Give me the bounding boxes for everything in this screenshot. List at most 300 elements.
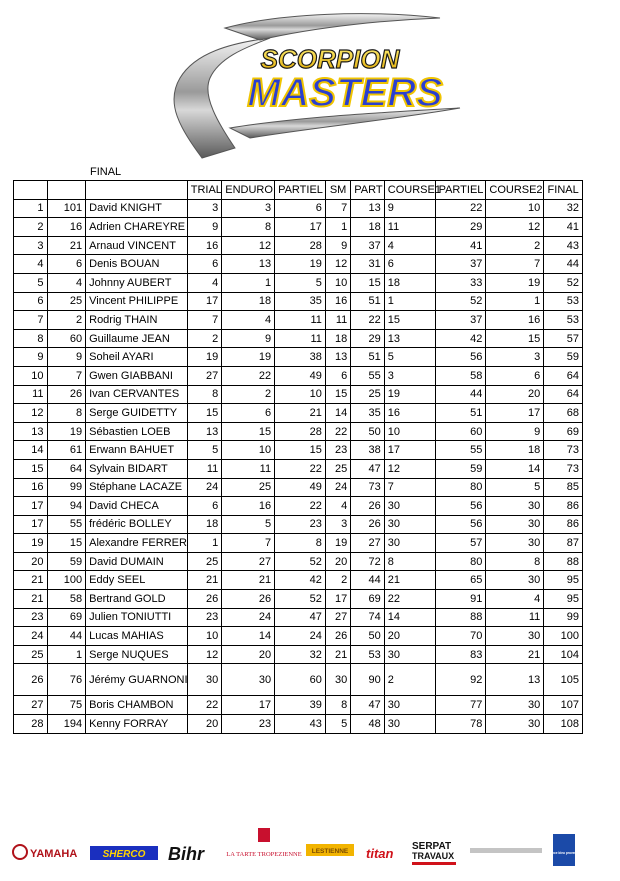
lestienne-logo xyxy=(306,844,354,856)
table-cell: 5 xyxy=(325,715,350,734)
table-row xyxy=(14,292,583,311)
table-row xyxy=(14,497,583,516)
table-cell: 15 xyxy=(222,422,275,441)
table-cell: 48 xyxy=(351,715,385,734)
table-cell: 43 xyxy=(544,236,583,255)
table-cell: 23 xyxy=(275,515,326,534)
table-cell: 4 xyxy=(325,497,350,516)
table-cell: 8 xyxy=(384,552,435,571)
table-cell: 22 xyxy=(275,459,326,478)
table-cell: 30 xyxy=(486,715,544,734)
table-cell: 1 xyxy=(486,292,544,311)
table-row xyxy=(14,627,583,646)
table-cell: 101 xyxy=(47,199,86,218)
table-cell: 59 xyxy=(47,552,86,571)
table-cell: 27 xyxy=(351,534,385,553)
table-cell: 75 xyxy=(47,696,86,715)
rider-name-cell: frédéric BOLLEY xyxy=(86,515,188,534)
table-cell: 6 xyxy=(47,255,86,274)
table-cell: 17 xyxy=(384,441,435,460)
table-cell: 80 xyxy=(435,552,486,571)
table-cell: 105 xyxy=(544,664,583,696)
table-cell: 26 xyxy=(14,664,48,696)
table-cell: 3 xyxy=(384,366,435,385)
table-cell: 42 xyxy=(435,329,486,348)
table-cell: 6 xyxy=(384,255,435,274)
table-cell: 20 xyxy=(384,627,435,646)
table-cell: 19 xyxy=(486,273,544,292)
table-cell: 69 xyxy=(47,608,86,627)
rider-name-cell: Denis BOUAN xyxy=(86,255,188,274)
table-cell: 16 xyxy=(486,311,544,330)
table-cell: 3 xyxy=(14,236,48,255)
table-cell: 65 xyxy=(435,571,486,590)
rider-name-cell: Sébastien LOEB xyxy=(86,422,188,441)
table-cell: 43 xyxy=(275,715,326,734)
rider-name-cell: Johnny AUBERT xyxy=(86,273,188,292)
table-cell: 55 xyxy=(47,515,86,534)
table-cell: 94 xyxy=(47,497,86,516)
table-cell: 59 xyxy=(544,348,583,367)
table-cell: 30 xyxy=(486,515,544,534)
table-cell: 88 xyxy=(435,608,486,627)
table-cell: 11 xyxy=(384,218,435,237)
table-cell: 13 xyxy=(14,422,48,441)
table-cell: 30 xyxy=(384,515,435,534)
rider-name-cell: Bertrand GOLD xyxy=(86,590,188,609)
table-cell: 20 xyxy=(486,385,544,404)
table-cell: 69 xyxy=(544,422,583,441)
table-cell: 60 xyxy=(435,422,486,441)
table-cell: 77 xyxy=(435,696,486,715)
table-cell: 53 xyxy=(351,645,385,664)
table-cell: 18 xyxy=(486,441,544,460)
table-cell: 24 xyxy=(275,627,326,646)
table-cell: 51 xyxy=(435,404,486,423)
table-cell: 21 xyxy=(47,236,86,255)
table-cell: 58 xyxy=(47,590,86,609)
rider-name-cell: Eddy SEEL xyxy=(86,571,188,590)
table-cell: 11 xyxy=(187,459,222,478)
column-header xyxy=(47,181,86,200)
svg-text:TRAVAUX: TRAVAUX xyxy=(412,851,455,861)
table-cell: 61 xyxy=(47,441,86,460)
table-cell: 104 xyxy=(544,645,583,664)
table-cell: 26 xyxy=(47,385,86,404)
table-cell: 21 xyxy=(187,571,222,590)
table-cell: 47 xyxy=(351,696,385,715)
table-cell: 1 xyxy=(47,645,86,664)
table-cell: 90 xyxy=(351,664,385,696)
table-cell: 23 xyxy=(14,608,48,627)
table-cell: 35 xyxy=(275,292,326,311)
rider-name-cell: David KNIGHT xyxy=(86,199,188,218)
table-cell: 73 xyxy=(544,459,583,478)
table-cell: 30 xyxy=(187,664,222,696)
table-cell: 21 xyxy=(486,645,544,664)
table-cell: 47 xyxy=(351,459,385,478)
table-cell: 25 xyxy=(14,645,48,664)
table-cell: 23 xyxy=(325,441,350,460)
table-cell: 52 xyxy=(275,590,326,609)
table-cell: 22 xyxy=(222,366,275,385)
table-cell: 10 xyxy=(486,199,544,218)
table-cell: 22 xyxy=(187,696,222,715)
table-cell: 15 xyxy=(384,311,435,330)
table-row xyxy=(14,571,583,590)
table-cell: 5 xyxy=(14,273,48,292)
table-cell: 95 xyxy=(544,590,583,609)
yamaha-logo xyxy=(13,845,77,860)
table-row xyxy=(14,664,583,696)
column-header xyxy=(14,181,48,200)
table-row xyxy=(14,404,583,423)
table-cell: 7 xyxy=(222,534,275,553)
table-cell: 15 xyxy=(187,404,222,423)
serpat-travaux-logo xyxy=(412,841,456,865)
table-cell: 19 xyxy=(187,348,222,367)
table-cell: 50 xyxy=(351,422,385,441)
table-cell: 56 xyxy=(435,515,486,534)
table-row xyxy=(14,311,583,330)
table-cell: 2 xyxy=(486,236,544,255)
table-cell: 9 xyxy=(325,236,350,255)
table-cell: 19 xyxy=(14,534,48,553)
table-cell: 14 xyxy=(325,404,350,423)
table-cell: 23 xyxy=(222,715,275,734)
table-cell: 31 xyxy=(351,255,385,274)
table-row xyxy=(14,273,583,292)
table-cell: 10 xyxy=(325,273,350,292)
table-cell: 80 xyxy=(435,478,486,497)
table-cell: 10 xyxy=(187,627,222,646)
table-cell: 44 xyxy=(544,255,583,274)
table-cell: 17 xyxy=(275,218,326,237)
titan-logo: titan xyxy=(366,846,394,861)
rider-name-cell: Serge NUQUES xyxy=(86,645,188,664)
table-cell: 28 xyxy=(275,422,326,441)
table-cell: 3 xyxy=(486,348,544,367)
table-cell: 47 xyxy=(275,608,326,627)
table-cell: 13 xyxy=(325,348,350,367)
table-cell: 10 xyxy=(14,366,48,385)
table-cell: 1 xyxy=(187,534,222,553)
table-cell: 11 xyxy=(486,608,544,627)
table-cell: 10 xyxy=(222,441,275,460)
table-row xyxy=(14,255,583,274)
results-table xyxy=(13,180,583,734)
table-cell: 13 xyxy=(187,422,222,441)
table-cell: 51 xyxy=(351,292,385,311)
table-cell: 8 xyxy=(325,696,350,715)
table-cell: 5 xyxy=(486,478,544,497)
table-row xyxy=(14,515,583,534)
rider-name-cell: Guillaume JEAN xyxy=(86,329,188,348)
table-cell: 1 xyxy=(325,218,350,237)
table-cell: 55 xyxy=(351,366,385,385)
table-cell: 88 xyxy=(544,552,583,571)
table-cell: 24 xyxy=(325,478,350,497)
table-cell: 18 xyxy=(351,218,385,237)
table-cell: 20 xyxy=(14,552,48,571)
sherco-logo xyxy=(90,846,158,860)
table-cell: 69 xyxy=(351,590,385,609)
table-cell: 5 xyxy=(384,348,435,367)
table-cell: 26 xyxy=(325,627,350,646)
bihr-logo: Bihr xyxy=(168,844,204,864)
table-cell: 57 xyxy=(544,329,583,348)
table-cell: 30 xyxy=(486,534,544,553)
table-cell: 15 xyxy=(351,273,385,292)
tarte-tropezienne-logo xyxy=(226,828,301,858)
table-row xyxy=(14,459,583,478)
table-cell: 32 xyxy=(544,199,583,218)
rider-name-cell: Soheil AYARI xyxy=(86,348,188,367)
logo-line1: SCORPION xyxy=(260,44,400,74)
table-cell: 2 xyxy=(222,385,275,404)
scorpion-masters-logo xyxy=(140,8,480,158)
table-cell: 72 xyxy=(351,552,385,571)
table-cell: 22 xyxy=(275,497,326,516)
rider-name-cell: Vincent PHILIPPE xyxy=(86,292,188,311)
table-cell: 16 xyxy=(14,478,48,497)
table-cell: 6 xyxy=(14,292,48,311)
table-cell: 108 xyxy=(544,715,583,734)
table-cell: 7 xyxy=(47,366,86,385)
table-cell: 1 xyxy=(14,199,48,218)
table-cell: 107 xyxy=(544,696,583,715)
table-cell: 37 xyxy=(351,236,385,255)
table-cell: 17 xyxy=(14,497,48,516)
table-cell: 18 xyxy=(384,273,435,292)
table-cell: 39 xyxy=(275,696,326,715)
rider-name-cell: Arnaud VINCENT xyxy=(86,236,188,255)
table-cell: 15 xyxy=(275,441,326,460)
table-row xyxy=(14,422,583,441)
table-cell: 2 xyxy=(14,218,48,237)
table-cell: 29 xyxy=(351,329,385,348)
table-cell: 83 xyxy=(435,645,486,664)
rider-name-cell: David DUMAIN xyxy=(86,552,188,571)
table-cell: 4 xyxy=(384,236,435,255)
table-cell: 51 xyxy=(351,348,385,367)
table-cell: 70 xyxy=(435,627,486,646)
table-cell: 4 xyxy=(486,590,544,609)
table-cell: 17 xyxy=(222,696,275,715)
table-cell: 9 xyxy=(384,199,435,218)
table-cell: 86 xyxy=(544,497,583,516)
svg-text:SHERCO: SHERCO xyxy=(102,849,146,860)
table-cell: 11 xyxy=(222,459,275,478)
table-cell: 6 xyxy=(222,404,275,423)
table-cell: 44 xyxy=(435,385,486,404)
table-cell: 30 xyxy=(384,696,435,715)
table-cell: 6 xyxy=(275,199,326,218)
table-cell: 15 xyxy=(14,459,48,478)
column-header: COURSE2 xyxy=(486,181,544,200)
table-cell: 30 xyxy=(486,627,544,646)
table-cell: 52 xyxy=(435,292,486,311)
table-cell: 53 xyxy=(544,311,583,330)
table-cell: 13 xyxy=(351,199,385,218)
table-cell: 19 xyxy=(325,534,350,553)
table-cell: 49 xyxy=(275,478,326,497)
table-cell: 5 xyxy=(222,515,275,534)
table-row xyxy=(14,715,583,734)
table-cell: 16 xyxy=(384,404,435,423)
table-cell: 44 xyxy=(47,627,86,646)
table-cell: 74 xyxy=(351,608,385,627)
table-cell: 30 xyxy=(486,497,544,516)
table-cell: 60 xyxy=(47,329,86,348)
small-sponsor-logo xyxy=(470,848,542,853)
column-header: SM xyxy=(325,181,350,200)
table-cell: 30 xyxy=(384,534,435,553)
table-cell: 14 xyxy=(384,608,435,627)
table-cell: 16 xyxy=(325,292,350,311)
table-cell: 6 xyxy=(325,366,350,385)
table-cell: 38 xyxy=(351,441,385,460)
table-cell: 27 xyxy=(187,366,222,385)
table-cell: 44 xyxy=(351,571,385,590)
table-cell: 99 xyxy=(47,478,86,497)
table-row xyxy=(14,608,583,627)
table-cell: 14 xyxy=(486,459,544,478)
table-cell: 49 xyxy=(275,366,326,385)
svg-text:france bleu provence: france bleu provence xyxy=(547,851,581,855)
column-header: FINAL xyxy=(544,181,583,200)
table-cell: 30 xyxy=(486,571,544,590)
rider-name-cell: Erwann BAHUET xyxy=(86,441,188,460)
table-cell: 4 xyxy=(222,311,275,330)
table-cell: 26 xyxy=(222,590,275,609)
table-cell: 7 xyxy=(384,478,435,497)
table-cell: 30 xyxy=(486,696,544,715)
table-cell: 38 xyxy=(275,348,326,367)
table-cell: 4 xyxy=(187,273,222,292)
table-cell: 41 xyxy=(544,218,583,237)
table-cell: 6 xyxy=(486,366,544,385)
table-cell: 13 xyxy=(486,664,544,696)
table-cell: 21 xyxy=(384,571,435,590)
table-cell: 33 xyxy=(435,273,486,292)
table-cell: 87 xyxy=(544,534,583,553)
table-row xyxy=(14,329,583,348)
table-cell: 7 xyxy=(187,311,222,330)
table-cell: 21 xyxy=(325,645,350,664)
table-cell: 95 xyxy=(544,571,583,590)
table-cell: 86 xyxy=(544,515,583,534)
table-cell: 12 xyxy=(325,255,350,274)
column-header: TRIAL xyxy=(187,181,222,200)
table-cell: 3 xyxy=(325,515,350,534)
table-cell: 16 xyxy=(47,218,86,237)
table-row xyxy=(14,696,583,715)
rider-name-cell: Boris CHAMBON xyxy=(86,696,188,715)
table-cell: 3 xyxy=(222,199,275,218)
table-cell: 68 xyxy=(544,404,583,423)
sponsor-bar xyxy=(0,826,620,876)
table-cell: 30 xyxy=(384,497,435,516)
table-row xyxy=(14,199,583,218)
table-cell: 28 xyxy=(275,236,326,255)
table-cell: 53 xyxy=(544,292,583,311)
table-cell: 19 xyxy=(222,348,275,367)
table-cell: 92 xyxy=(435,664,486,696)
table-cell: 58 xyxy=(435,366,486,385)
section-label: FINAL xyxy=(90,166,122,178)
table-cell: 91 xyxy=(435,590,486,609)
table-cell: 8 xyxy=(47,404,86,423)
table-cell: 11 xyxy=(14,385,48,404)
table-cell: 30 xyxy=(325,664,350,696)
table-cell: 26 xyxy=(351,515,385,534)
table-cell: 25 xyxy=(222,478,275,497)
table-cell: 64 xyxy=(47,459,86,478)
table-cell: 194 xyxy=(47,715,86,734)
table-cell: 22 xyxy=(351,311,385,330)
table-cell: 9 xyxy=(47,348,86,367)
table-cell: 17 xyxy=(187,292,222,311)
table-row xyxy=(14,590,583,609)
table-cell: 73 xyxy=(544,441,583,460)
table-cell: 12 xyxy=(384,459,435,478)
table-cell: 4 xyxy=(14,255,48,274)
table-row xyxy=(14,534,583,553)
table-cell: 64 xyxy=(544,366,583,385)
table-cell: 30 xyxy=(384,715,435,734)
svg-text:YAMAHA: YAMAHA xyxy=(30,848,78,860)
rider-name-cell: Gwen GIABBANI xyxy=(86,366,188,385)
table-row xyxy=(14,348,583,367)
table-cell: 2 xyxy=(187,329,222,348)
table-cell: 15 xyxy=(325,385,350,404)
table-cell: 20 xyxy=(325,552,350,571)
table-cell: 27 xyxy=(325,608,350,627)
table-cell: 16 xyxy=(187,236,222,255)
table-cell: 26 xyxy=(351,497,385,516)
rider-name-cell: Kenny FORRAY xyxy=(86,715,188,734)
table-cell: 27 xyxy=(222,552,275,571)
rider-name-cell: Julien TONIUTTI xyxy=(86,608,188,627)
table-row xyxy=(14,478,583,497)
table-cell: 18 xyxy=(187,515,222,534)
rider-name-cell: David CHECA xyxy=(86,497,188,516)
table-cell: 7 xyxy=(325,199,350,218)
table-cell: 8 xyxy=(222,218,275,237)
table-cell: 9 xyxy=(14,348,48,367)
table-cell: 52 xyxy=(544,273,583,292)
column-header xyxy=(86,181,188,200)
table-cell: 4 xyxy=(47,273,86,292)
table-cell: 9 xyxy=(486,422,544,441)
table-cell: 37 xyxy=(435,255,486,274)
table-cell: 21 xyxy=(222,571,275,590)
table-cell: 9 xyxy=(222,329,275,348)
svg-text:SERPAT: SERPAT xyxy=(412,841,452,852)
table-cell: 50 xyxy=(351,627,385,646)
rider-name-cell: Ivan CERVANTES xyxy=(86,385,188,404)
table-cell: 12 xyxy=(222,236,275,255)
table-cell: 12 xyxy=(187,645,222,664)
table-row xyxy=(14,441,583,460)
table-cell: 12 xyxy=(14,404,48,423)
table-cell: 13 xyxy=(222,255,275,274)
table-cell: 3 xyxy=(187,199,222,218)
table-cell: 17 xyxy=(486,404,544,423)
table-row xyxy=(14,366,583,385)
table-cell: 64 xyxy=(544,385,583,404)
